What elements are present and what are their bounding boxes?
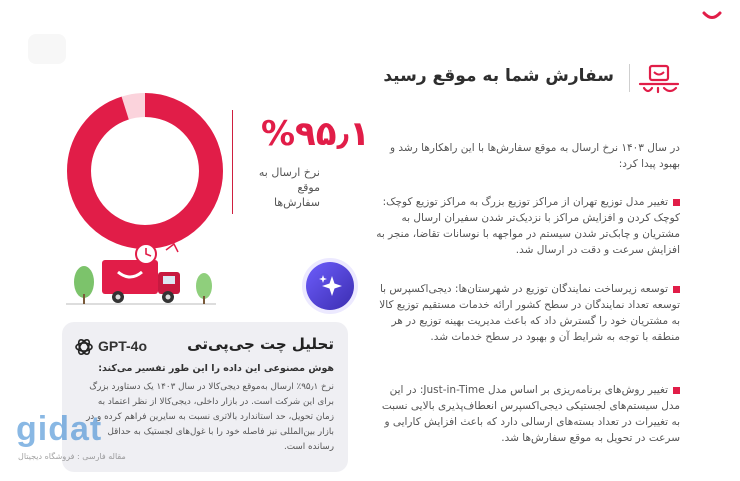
delivery-truck-illustration	[66, 242, 216, 312]
decorative-shape	[28, 34, 66, 64]
bullet-item	[370, 281, 680, 345]
card-subheading: هوش مصنوعی این داده را این طور تفسیر می‌کند:	[98, 363, 334, 374]
section-header	[383, 60, 690, 98]
openai-logo-icon	[74, 337, 94, 357]
bullet-item	[370, 382, 680, 446]
card-heading: تحلیل چت جی‌پی‌تی	[187, 335, 334, 353]
bullet-square-icon	[673, 286, 680, 293]
bullet-item	[370, 194, 680, 258]
sparkle-icon	[316, 272, 344, 300]
header-divider	[629, 64, 630, 92]
bullet-square-icon	[673, 387, 680, 394]
watermark-word: gidat	[16, 410, 103, 448]
corner-logo-icon	[702, 10, 722, 22]
intro-text: در سال ۱۴۰۳ نرخ ارسال به موقع سفارش‌ها با این راهکارها رشد و بهبود پیدا کرد:	[390, 142, 680, 170]
bullet-text: توسعه زیرساخت نمایندگان توزیع در شهرستان‌ها: دیجی‌اکسپرس با توسعه تعداد نمایندگان در سطح کشور ارائه خدمات مستقیم توزیع کالا به مشتریان خود را گسترش داد که باعث مدیریت بهینه توزیع در هر منطقه با توجه به شرایط آن و بهبود در سطح خدمات شد.	[379, 283, 680, 343]
stat-bracket	[232, 110, 244, 214]
model-name: GPT-4o	[98, 338, 148, 354]
progress-donut	[62, 88, 228, 254]
delivery-brand-icon	[636, 62, 682, 96]
watermark-subtitle: مقاله فارسی : فروشگاه دیجیتال	[18, 452, 126, 461]
stat-value: %۹۵٫۱	[260, 114, 370, 154]
card-body: نرخ ۹۵٫۱٪ ارسال به‌موقع دیجی‌کالا در سال ۱۴۰۳ یک دستاورد بزرگ برای این شرکت است. در بازار داخلی، دیجی‌کالا از نظر اعتماد به زمان تحویل، حد استاندارد بالاتری نسبت به سایرین فراهم کرده و در بازار بین‌المللی نیز فاصله خود را با غول‌های لجستیک به حداقل رسانده است.	[86, 382, 334, 452]
site-watermark	[16, 410, 146, 470]
ai-sparkle-icon	[306, 262, 354, 310]
donut-fill	[79, 105, 211, 237]
bullet-square-icon	[673, 199, 680, 206]
bullet-text: تغییر روش‌های برنامه‌ریزی بر اساس مدل Just-in-Time: در این مدل سیستم‌های لجستیکی دیجی‌اکسپرس انعطاف‌پذیری بالایی نسبت به تغییرات در تعداد بسته‌های ارسالی دارد که باعث افزایش کارایی و سرعت در تحویل به موقع سفارش‌ها شد.	[381, 384, 680, 444]
stat-label: نرخ ارسال به موقع سفارش‌ها	[258, 166, 320, 209]
section-title: سفارش شما به موقع رسید	[383, 66, 614, 86]
bullet-text: تغییر مدل توزیع تهران از مراکز توزیع بزرگ به مراکز توزیع کوچک: کوچک کردن و افزایش مراکز با نزدیک‌تر شدن سفیران ارسال به مشتریان و چابک‌تر شدن سیستم در مواجهه با نوسانات تقاضا، منجر به افزایش سرعت و دقت در ارسال شد.	[376, 196, 680, 256]
